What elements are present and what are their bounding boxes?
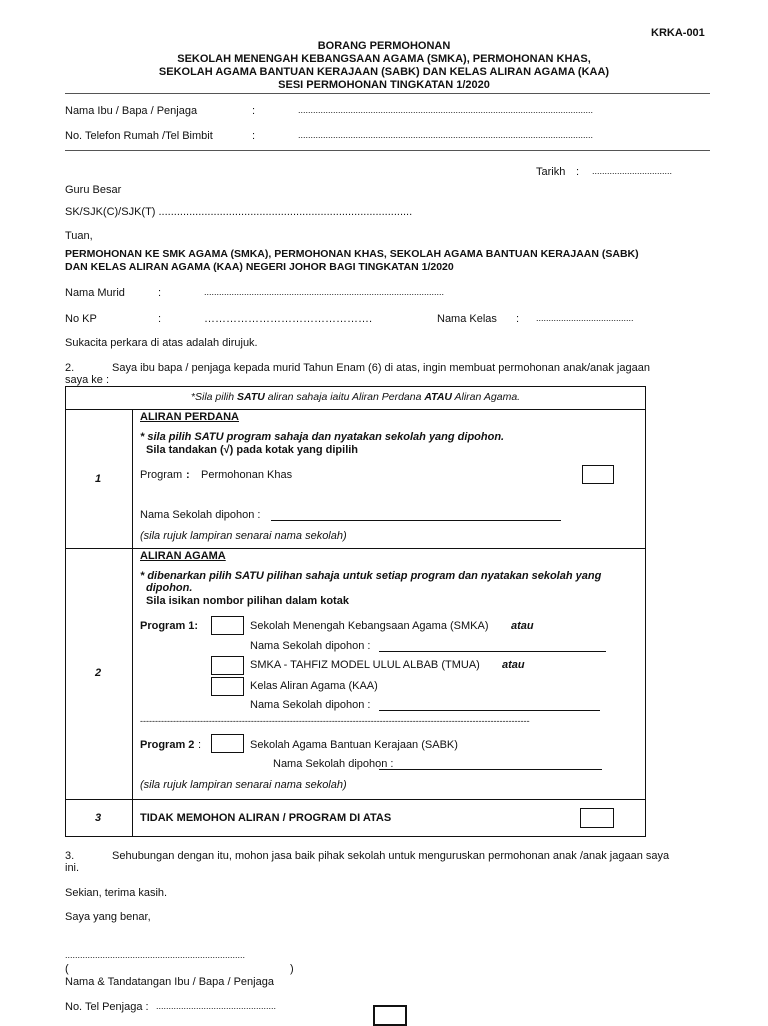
signature-paren-open: ( [65,963,69,975]
signature-label: Nama & Tandatangan Ibu / Bapa / Penjaga [65,976,274,988]
row-2-reference: (sila rujuk lampiran senarai nama sekolah) [140,779,347,791]
sabk-option-label: Sekolah Agama Bantuan Kerajaan (SABK) [250,739,458,751]
parent-phone-label: No. Telefon Rumah /Tel Bimbit [65,130,213,142]
form-code: KRKA-001 [651,27,705,39]
smka-school-field[interactable] [379,651,606,652]
guardian-phone-label: No. Tel Penjaga : [65,1001,149,1013]
row-1-reference: (sila rujuk lampiran senarai nama sekolah) [140,530,347,542]
table-note: *Sila pilih SATU aliran sahaja iaitu Aliran Perdana ATAU Aliran Agama. [190,391,521,403]
row-2-instruction-1: * dibenarkan pilih SATU pilihan sahaja untuk setiap program dan nyatakan sekolah yang [140,570,602,582]
student-name-colon: : [158,287,162,299]
tmua-option-label: SMKA - TAHFIZ MODEL ULUL ALBAB (TMUA) [250,659,480,671]
row-1-instruction-2: Sila tandakan (√) pada kotak yang dipilih [146,444,359,456]
parent-name-colon: : [252,105,256,117]
program-2-colon: : [198,739,202,751]
sabk-school-label: Nama Sekolah dipohon : [273,758,394,770]
row-1-instruction-1: * sila pilih SATU program sahaja dan nyatakan sekolah yang dipohon. [140,431,505,443]
program-1-label: Program 1: [140,620,199,632]
signature-paren-close: ) [290,963,294,975]
recipient-title: Guru Besar [65,184,122,196]
row-1-program-value: Permohonan Khas [201,469,293,481]
smka-option-label: Sekolah Menengah Kebangsaan Agama (SMKA) [250,620,489,632]
kaa-option-label: Kelas Aliran Agama (KAA) [250,680,378,692]
recipient-school[interactable]: SK/SJK(C)/SJK(T) ................................................................................... [65,206,413,218]
student-ic-label: No KP [65,313,97,325]
paragraph-2-line-1: Saya ibu bapa / penjaga kepada murid Tahun Enam (6) di atas, ingin membuat permohonan anak/anak jagaan [112,362,650,374]
subject-line-2: DAN KELAS ALIRAN AGAMA (KAA) NEGERI JOHOR BAGI TINGKATAN 1/2020 [65,261,454,273]
row-2-title: ALIRAN AGAMA [140,550,226,562]
parent-divider [65,150,710,151]
tmua-input-box[interactable] [211,656,244,675]
row-2-number: 2 [95,667,102,679]
row-1-title: ALIRAN PERDANA [140,411,239,423]
kaa-school-field[interactable] [379,710,600,711]
date-colon: : [576,166,580,178]
header-divider [65,93,710,94]
paragraph-3-line-1: Sehubungan dengan itu, mohon jasa baik pihak sekolah untuk menguruskan permohonan anak /anak jagaan saya [112,850,670,862]
program-separator: ---------------------------------------------------------------------------------------------------------------------------------- [140,716,530,726]
header-line-2: SEKOLAH MENENGAH KEBANGSAAN AGAMA (SMKA), PERMOHONAN KHAS, [177,53,591,65]
smka-input-box[interactable] [211,616,244,635]
student-name-field[interactable]: ................................................................................................ [204,287,445,297]
parent-phone-field[interactable]: ...................................................................................................................... [298,130,594,140]
closing-sincerely: Saya yang benar, [65,911,151,923]
subject-line-1: PERMOHONAN KE SMK AGAMA (SMKA), PERMOHONAN KHAS, SEKOLAH AGAMA BANTUAN KERAJAAN (SABK) [65,248,639,260]
row-2-instruction-3: Sila isikan nombor pilihan dalam kotak [146,595,349,607]
smka-school-label: Nama Sekolah dipohon : [250,640,371,652]
program-2-label: Program 2 [140,739,195,751]
parent-name-field[interactable]: ...................................................................................................................... [298,105,594,115]
date-field[interactable]: ................................ [592,166,673,176]
row-1-school-field[interactable] [271,520,561,521]
student-ic-field[interactable]: ………………………………………. [204,313,373,325]
row-1-number: 1 [95,473,102,485]
student-class-field[interactable]: ....................................... [536,313,634,323]
parent-name-label: Nama Ibu / Bapa / Penjaga [65,105,198,117]
paragraph-3-line-2: ini. [65,862,80,874]
sabk-input-box[interactable] [211,734,244,753]
row-2-instruction-2: dipohon. [146,582,193,594]
paragraph-2-number: 2. [65,362,75,374]
parent-phone-colon: : [252,130,256,142]
paragraph-3-number: 3. [65,850,75,862]
row-3-text: TIDAK MEMOHON ALIRAN / PROGRAM DI ATAS [140,812,392,824]
paragraph-2-line-2: saya ke : [65,374,110,386]
kaa-school-label: Nama Sekolah dipohon : [250,699,371,711]
date-label: Tarikh [536,166,566,178]
tmua-atau: atau [502,659,525,671]
row-1-program-checkbox[interactable] [582,465,614,484]
closing-thanks: Sekian, terima kasih. [65,887,168,899]
paragraph-1: Sukacita perkara di atas adalah dirujuk. [65,337,258,349]
kaa-input-box[interactable] [211,677,244,696]
office-box [373,1005,407,1026]
row-1-program-colon: : [186,469,190,481]
row-1-school-label: Nama Sekolah dipohon : [140,509,261,521]
smka-atau: atau [511,620,534,632]
header-line-3: SEKOLAH AGAMA BANTUAN KERAJAAN (SABK) DAN KELAS ALIRAN AGAMA (KAA) [158,66,610,78]
guardian-phone-field[interactable]: ................................................ [156,1001,277,1011]
student-class-label: Nama Kelas [437,313,497,325]
header-line-4: SESI PERMOHONAN TINGKATAN 1/2020 [278,79,490,91]
student-class-colon: : [516,313,520,325]
salutation: Tuan, [65,230,93,242]
signature-line[interactable]: ........................................................................ [65,950,246,960]
student-ic-colon: : [158,313,162,325]
row-3-checkbox[interactable] [580,808,614,828]
row-1-program-label: Program [140,469,183,481]
student-name-label: Nama Murid [65,287,125,299]
header-line-1: BORANG PERMOHONAN [317,40,451,52]
sabk-school-field[interactable] [379,769,602,770]
row-3-number: 3 [95,812,102,824]
